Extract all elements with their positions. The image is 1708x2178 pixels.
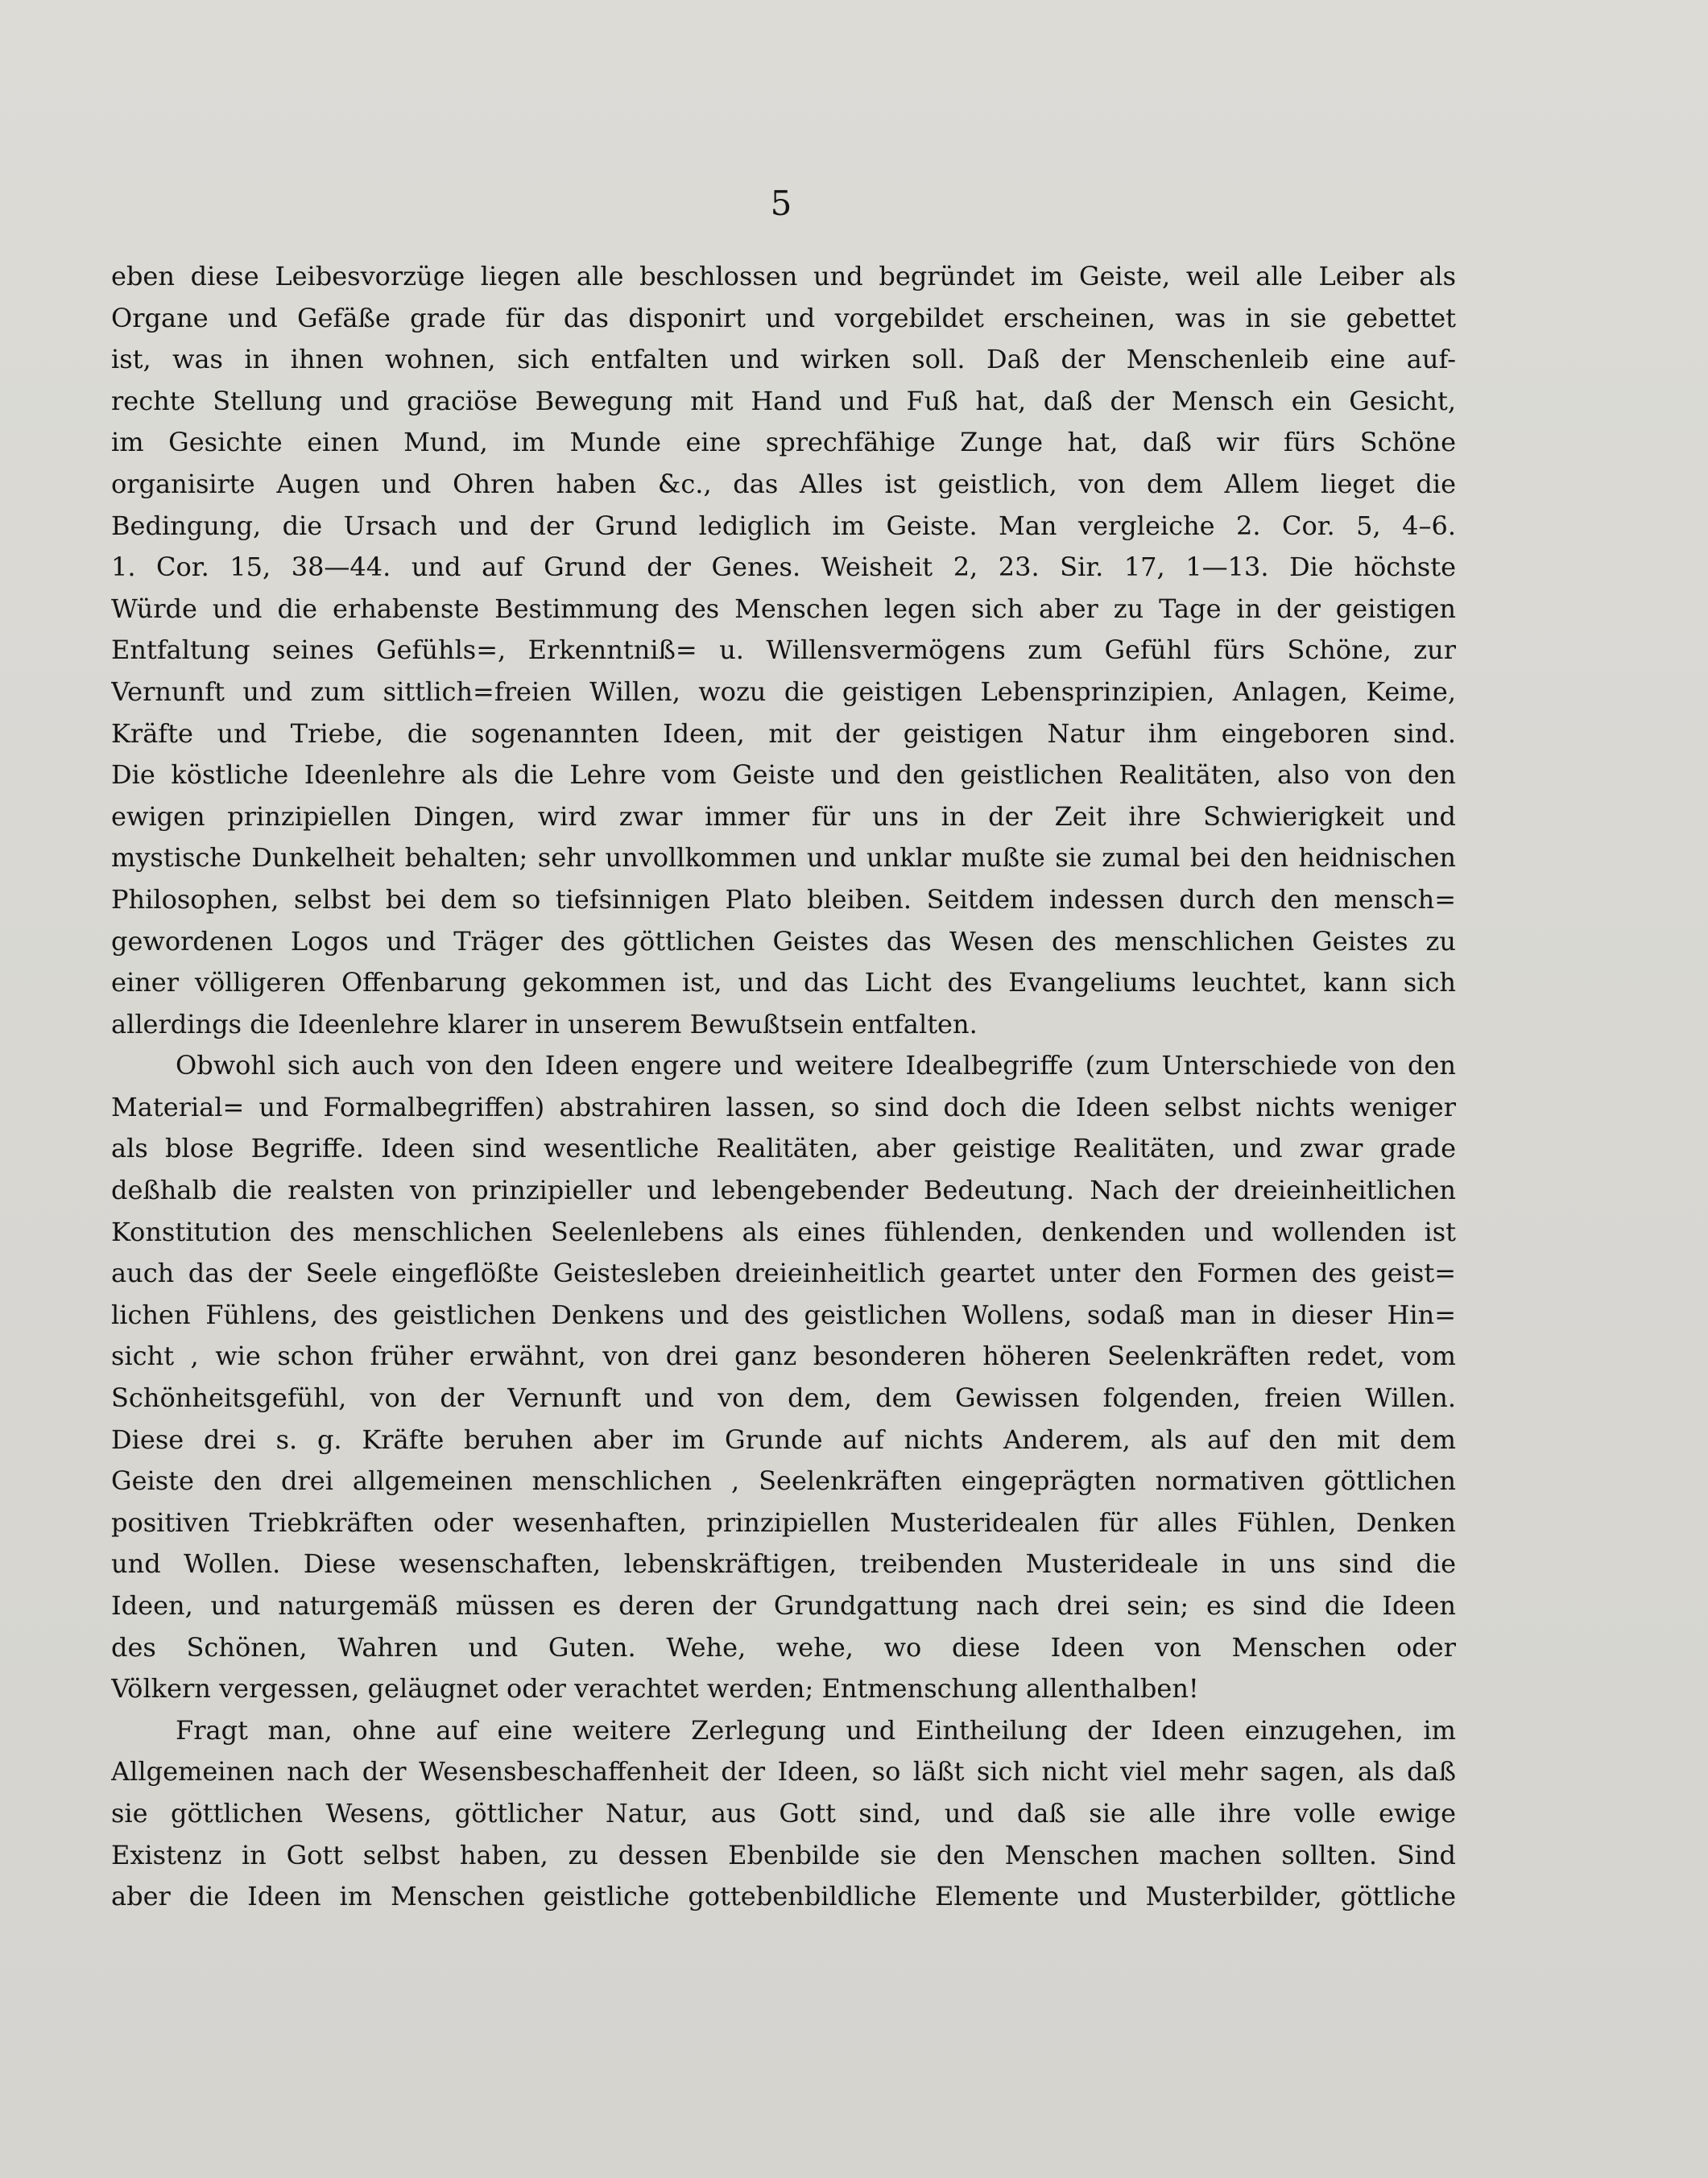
text-line: auch das der Seele eingeflößte Geistesleben dreieinheitlich geartet unter den Formen des geist=: [111, 1258, 1456, 1289]
text-line: im Gesichte einen Mund, im Munde eine sprechfähige Zunge hat, daß wir fürs Schöne: [111, 427, 1456, 458]
text-line: Bedingung, die Ursach und der Grund lediglich im Geiste. Man vergleiche 2. Cor. 5, 4–6.: [111, 510, 1456, 541]
text-line: Entfaltung seines Gefühls=, Erkenntniß= u. Willensvermögens zum Gefühl fürs Schöne, zur: [111, 634, 1456, 666]
text-line: Organe und Gefäße grade für das disponirt und vorgebildet erscheinen, was in sie gebettet: [111, 302, 1456, 333]
text-line: lichen Fühlens, des geistlichen Denkens und des geistlichen Wollens, sodaß man in dieser Hin=: [111, 1299, 1456, 1330]
text-line: gewordenen Logos und Träger des göttlichen Geistes das Wesen des menschlichen Geistes zu: [111, 925, 1456, 957]
text-line: Material= und Formalbegriffen) abstrahiren lassen, so sind doch die Ideen selbst nichts weniger: [111, 1091, 1456, 1122]
text-line: sie göttlichen Wesens, göttlicher Natur, aus Gott sind, und daß sie alle ihre volle ewige: [111, 1797, 1456, 1829]
text-line: Obwohl sich auch von den Ideen engere und weitere Idealbegriffe (zum Unterschiede von den: [176, 1050, 1456, 1081]
text-line: organisirte Augen und Ohren haben &c., das Alles ist geistlich, von dem Allem lieget die: [111, 468, 1456, 499]
text-line: einer völligeren Offenbarung gekommen ist, und das Licht des Evangeliums leuchtet, kann sich: [111, 967, 1456, 998]
text-line: Schönheitsgefühl, von der Vernunft und von dem, dem Gewissen folgenden, freien Willen.: [111, 1382, 1456, 1414]
text-line: sicht , wie schon früher erwähnt, von drei ganz besonderen höheren Seelenkräften redet, vom: [111, 1341, 1456, 1372]
text-line: Allgemeinen nach der Wesensbeschaffenheit der Ideen, so läßt sich nicht viel mehr sagen, als daß: [111, 1756, 1456, 1787]
text-line: ist, was in ihnen wohnen, sich entfalten und wirken soll. Daß der Menschenleib eine auf-: [111, 344, 1456, 375]
text-line: positiven Triebkräften oder wesenhaften, prinzipiellen Musteridealen für alles Fühlen, Denken: [111, 1506, 1456, 1538]
text-line: allerdings die Ideenlehre klarer in unserem Bewußtsein entfalten.: [111, 1008, 978, 1039]
text-line: Konstitution des menschlichen Seelenlebens als eines fühlenden, denkenden und wollenden ist: [111, 1216, 1456, 1247]
text-line: Würde und die erhabenste Bestimmung des Menschen legen sich aber zu Tage in der geistigen: [111, 593, 1456, 624]
text-line: Vernunft und zum sittlich=freien Willen, wozu die geistigen Lebensprinzipien, Anlagen, Keime,: [111, 676, 1456, 707]
text-line: Geiste den drei allgemeinen menschlichen , Seelenkräften eingeprägten normativen göttlichen: [111, 1465, 1456, 1497]
body-text: [111, 256, 1456, 1918]
text-line: Die köstliche Ideenlehre als die Lehre vom Geiste und den geistlichen Realitäten, also von den: [111, 759, 1456, 791]
text-line: Fragt man, ohne auf eine weitere Zerlegung und Eintheilung der Ideen einzugehen, im: [176, 1714, 1456, 1746]
text-line: Philosophen, selbst bei dem so tiefsinnigen Plato bleiben. Seitdem indessen durch den mensch=: [111, 883, 1456, 915]
text-line: ewigen prinzipiellen Dingen, wird zwar immer für uns in der Zeit ihre Schwierigkeit und: [111, 800, 1456, 832]
text-line: und Wollen. Diese wesenschaften, lebenskräftigen, treibenden Musterideale in uns sind die: [111, 1548, 1456, 1580]
text-line: Diese drei s. g. Kräfte beruhen aber im Grunde auf nichts Anderem, als auf den mit dem: [111, 1424, 1456, 1455]
text-line: 1. Cor. 15, 38—44. und auf Grund der Genes. Weisheit 2, 23. Sir. 17, 1—13. Die höchste: [111, 552, 1456, 583]
text-line: aber die Ideen im Menschen geistliche gottebenbildliche Elemente und Musterbilder, göttliche: [111, 1881, 1456, 1912]
text-line: Ideen, und naturgemäß müssen es deren der Grundgattung nach drei sein; es sind die Ideen: [111, 1590, 1456, 1621]
text-line: Völkern vergessen, geläugnet oder verachtet werden; Entmenschung allenthalben!: [111, 1673, 1199, 1705]
text-line: eben diese Leibesvorzüge liegen alle beschlossen und begründet im Geiste, weil alle Leiber als: [111, 261, 1456, 291]
text-line: als blose Begriffe. Ideen sind wesentliche Realitäten, aber geistige Realitäten, und zwar grade: [111, 1133, 1456, 1164]
text-line: Existenz in Gott selbst haben, zu dessen Ebenbilde sie den Menschen machen sollten. Sind: [111, 1839, 1456, 1870]
text-line: rechte Stellung und graciöse Bewegung mit Hand und Fuß hat, daß der Mensch ein Gesicht,: [111, 385, 1456, 416]
text-line: des Schönen, Wahren und Guten. Wehe, wehe, wo diese Ideen von Menschen oder: [111, 1631, 1456, 1663]
text-line: deßhalb die realsten von prinzipieller und lebengebender Bedeutung. Nach der dreieinheitlichen: [111, 1175, 1456, 1206]
text-line: Kräfte und Triebe, die sogenannten Ideen, mit der geistigen Natur ihm eingeboren sind.: [111, 717, 1456, 749]
text-line: mystische Dunkelheit behalten; sehr unvollkommen und unklar mußte sie zumal bei den heidnischen: [111, 842, 1456, 874]
page-number: 5: [770, 184, 792, 223]
